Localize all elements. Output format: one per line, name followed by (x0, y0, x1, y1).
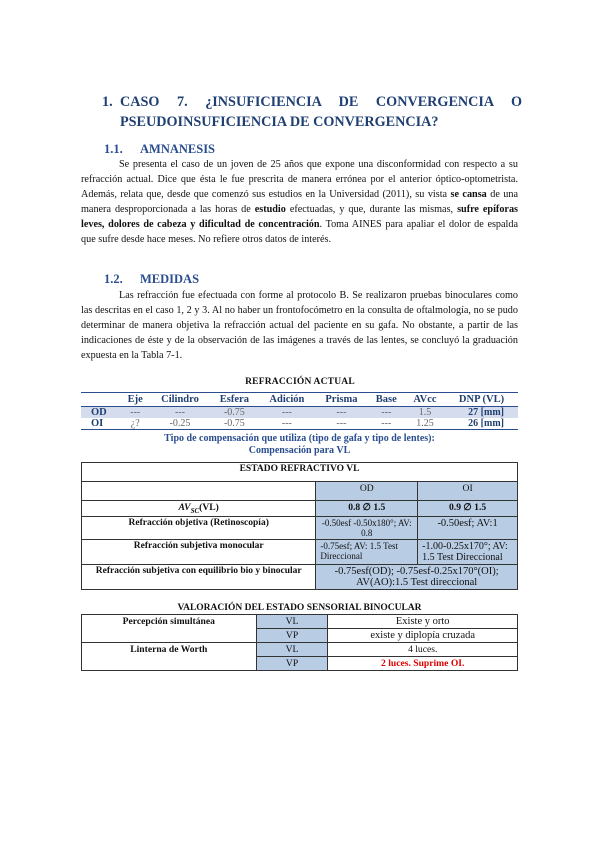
distance-vl: VL (256, 615, 328, 629)
row-label-percepcion: Percepción simultánea (82, 615, 257, 643)
distance-vp: VP (256, 629, 328, 643)
section-title: MEDIDAS (140, 272, 200, 286)
row-label-av (82, 501, 316, 517)
row-label: OD (81, 407, 121, 419)
table-cell: -0.25 (169, 418, 191, 429)
case-heading (102, 92, 522, 132)
section-number: 1.2. (104, 272, 123, 286)
col-header-avcc: AVcc (413, 394, 437, 405)
av-oi-value: 0.9 ∅ 1.5 (418, 501, 518, 517)
table-cell: --- (259, 407, 316, 419)
table-title-row (82, 463, 518, 482)
table-cell: --- (381, 418, 392, 429)
paragraph-text: Las refracción fue efectuada con forme al protocolo B. Se realizaron pruebas binoculares como las descritas en el caso 1, 2 y 3. Al no haber un frontofocómetro en la consulta de oftalmología, no se pudo determinar de manera objetiva la refracción actual del paciente en su gafa. No obstante, a partir de las indicaciones de éste y de la observación de las imágenes a través de las lentes, se concluyó la graduación expuesta en la Tabla 7-1. (81, 290, 518, 361)
table-cell-dnp: 26 [mm] (468, 418, 504, 429)
text-run: de una manera desproporcionada a las horas de (81, 189, 518, 215)
table-cell: --- (150, 407, 210, 419)
table-title-row (82, 602, 518, 615)
subjective-od-value: -0.75esf; AV: 1.5 Test Direccional (316, 539, 418, 564)
objective-od-value: -0.50esf -0.50x180°; AV: 0.8 (316, 516, 418, 539)
estado-refractivo-table (81, 462, 518, 590)
table-cell: --- (121, 407, 150, 419)
table-cell: --- (315, 407, 368, 419)
table-cell: ¿? (130, 418, 140, 429)
compensation-type-note (81, 433, 518, 457)
heading-line-2: PSEUDOINSUFICIENCIA DE CONVERGENCIA? (120, 114, 439, 130)
col-header-oi: OI (418, 482, 518, 501)
table-header-row (82, 482, 518, 501)
section-heading-anamnesis (104, 142, 215, 157)
text-run: . Toma AINES para apaliar el dolor de espalda que sufre desde hace meses. No refiere otros datos de interés. (81, 219, 518, 245)
col-header-base: Base (375, 394, 397, 405)
col-header-cilindro: Cilindro (161, 394, 199, 405)
compensation-type-line: Tipo de compensación que utiliza (tipo de gafa y tipo de lentes): (164, 433, 435, 444)
section-number: 1.1. (104, 142, 123, 156)
bold-run: se cansa (450, 189, 487, 200)
table-row-equilibrium (82, 564, 518, 589)
av-subscript: SC (190, 506, 200, 515)
worth-vl-result: 4 luces. (328, 643, 518, 657)
table-cell: --- (336, 418, 347, 429)
table-cell: --- (281, 418, 292, 429)
table-row-objective (82, 516, 518, 539)
table-cell: 1.25 (416, 418, 434, 429)
bold-run: sufre epíforas leves, dolores de cabeza y dificultad de concentración (81, 204, 518, 230)
row-label-equilibrium: Refracción subjetiva con equilibrio bio y binocular (82, 564, 316, 589)
percepcion-vp-result: existe y diplopía cruzada (328, 629, 518, 643)
table-row-subjective (82, 539, 518, 564)
section-heading-medidas (104, 272, 199, 287)
table-cell: --- (368, 407, 405, 419)
empty-cell (82, 482, 316, 501)
distance-vl: VL (256, 643, 328, 657)
table-cell: -0.75 (223, 418, 245, 429)
av-label: AV (178, 502, 191, 513)
row-label-subjective: Refracción subjetiva monocular (82, 539, 316, 564)
table-row-percepcion-vl (82, 615, 518, 629)
text-run: efectuadas, y que, durante las mismas, (285, 204, 458, 215)
distance-vp: VP (256, 657, 328, 671)
worth-vp-result: 2 luces. Suprime OI. (328, 657, 518, 671)
text-run: Se presenta el caso de un joven de 25 años que expone una disconformidad con respecto a su refracción actual. Dice que ésta le fue prescrita de manera errónea por el anterior óptico-optometrista. Además, relata que, desde que comenzó sus estudios en la Universidad (2011), su vista (81, 159, 518, 200)
table-row-oi (81, 418, 518, 430)
sensorial-table (81, 602, 518, 671)
table-caption: REFRACCIÓN ACTUAL (245, 377, 355, 387)
col-header-adicion: Adición (269, 394, 305, 405)
bold-run: estudio (254, 204, 286, 215)
row-label-objective: Refracción objetiva (Retinoscopía) (82, 516, 316, 539)
section-title: AMNANESIS (140, 142, 216, 156)
subjective-oi-value: -1.00-0.25x170°; AV: 1.5 Test Direccional (418, 539, 518, 564)
av-od-value: 0.8 ∅ 1.5 (316, 501, 418, 517)
av-suffix: (VL) (199, 502, 219, 513)
table-cell: -0.75 (210, 407, 259, 419)
table-title: ESTADO REFRACTIVO VL (82, 463, 518, 482)
col-header-dnp: DNP (VL) (458, 394, 505, 405)
table-row-worth-vl (82, 643, 518, 657)
table-title: VALORACIÓN DEL ESTADO SENSORIAL BINOCULAR (82, 602, 518, 615)
table-header-row (81, 393, 518, 407)
objective-oi-value: -0.50esf; AV:1 (418, 516, 518, 539)
col-header-eje: Eje (127, 394, 143, 405)
row-label-worth: Linterna de Worth (82, 643, 257, 671)
refraccion-actual-table (81, 392, 518, 430)
table-cell: 1.5 (405, 407, 445, 419)
table-row-av (82, 501, 518, 517)
table-cell-dnp: 27 [mm] (445, 407, 518, 419)
col-header (81, 393, 121, 407)
percepcion-vl-result: Existe y orto (328, 615, 518, 629)
compensation-type-line: Compensación para VL (248, 445, 351, 456)
table-row-od (81, 407, 518, 419)
col-header-od: OD (316, 482, 418, 501)
row-label: OI (91, 418, 104, 429)
heading-line-1: CASO 7. ¿INSUFICIENCIA DE CONVERGENCIA O (120, 94, 522, 110)
medidas-paragraph (81, 288, 518, 363)
col-header-prisma: Prisma (325, 394, 358, 405)
heading-number: 1. (102, 94, 113, 110)
equilibrium-value: -0.75esf(OD); -0.75esf-0.25x170°(OI); AV(AO):1.5 Test direccional (316, 564, 518, 589)
anamnesis-paragraph (81, 157, 518, 247)
col-header-esfera: Esfera (219, 394, 249, 405)
